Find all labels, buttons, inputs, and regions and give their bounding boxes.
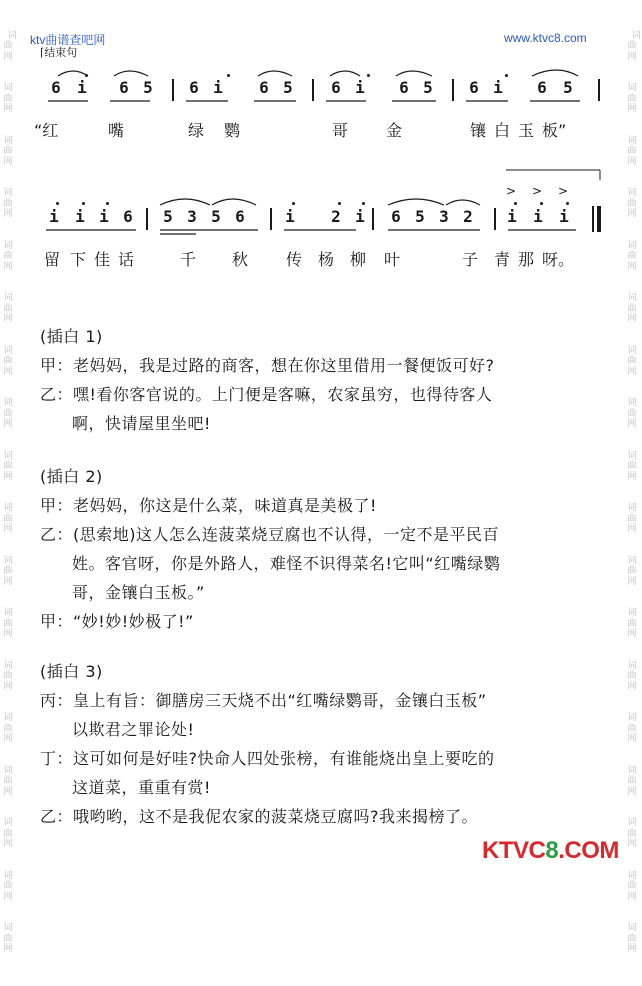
lyric-syllable: 柳 <box>350 250 367 269</box>
dialogue-line: 丙：皇上有旨：御膳房三天烧不出“红嘴绿鹦哥，金镶白玉板” <box>40 691 487 710</box>
lyric-syllable: 佳 <box>94 250 111 269</box>
note: 6 <box>51 78 61 97</box>
barline <box>172 79 174 101</box>
octave-dot <box>227 74 230 77</box>
note: 3 <box>439 207 449 226</box>
side-watermark-text: 词 曲 网 词 曲 网 词 曲 网 词 曲 网 词 曲 网 词 曲 网 词 曲 网 词 曲 网 词 曲 网 词 曲 网 词 曲 网 词 曲 网 词 曲 网 词 曲 网 词 曲 网 词 曲 网 词 曲 网 词 曲 网 <box>627 30 641 954</box>
dialogue-line: 这道菜，重重有赏! <box>72 778 211 797</box>
dialogue-line: 姓。客官呀，你是外路人，难怪不识得菜名!它叫“红嘴绿鹦 <box>72 554 501 573</box>
dialogue-line: 以欺君之罪论处! <box>72 720 195 739</box>
octave-dot <box>82 202 85 205</box>
lyric-syllable: 嘴 <box>108 121 125 140</box>
note: 6 <box>331 78 341 97</box>
lyric-syllable: 青 <box>494 250 511 269</box>
note: 6 <box>259 78 269 97</box>
final-barline <box>592 206 594 232</box>
barline <box>372 208 374 230</box>
note: 6 <box>123 207 133 226</box>
octave-dot <box>56 202 59 205</box>
octave-dot <box>85 74 88 77</box>
watermark-top-right: www.ktvc8.com <box>504 31 587 45</box>
slur <box>446 200 480 205</box>
side-watermark-text: 词 曲 网 词 曲 网 词 曲 网 词 曲 网 词 曲 网 词 曲 网 词 曲 网 词 曲 网 词 曲 网 词 曲 网 词 曲 网 词 曲 网 词 曲 网 词 曲 网 词 曲 网 词 曲 网 词 曲 网 词 曲 网 <box>3 30 17 954</box>
lyric-syllable: 那 <box>518 250 535 269</box>
section-bracket: ⌈ <box>40 46 45 59</box>
lyric-syllable: 留 <box>44 250 61 269</box>
note: i <box>49 207 59 226</box>
note: i <box>285 207 295 226</box>
scene-title: (插白 1) <box>40 327 103 346</box>
octave-dot <box>505 74 508 77</box>
note: 5 <box>211 207 221 226</box>
octave-dot <box>338 202 341 205</box>
note: 5 <box>415 207 425 226</box>
slur <box>114 71 148 76</box>
dialogue-line: 乙：(思索地)这人怎么连菠菜烧豆腐也不认得，一定不是平民百 <box>40 525 499 544</box>
barline <box>494 208 496 230</box>
note: 5 <box>423 78 433 97</box>
final-barline-thick <box>597 206 601 232</box>
note: 2 <box>463 207 473 226</box>
note: i <box>355 207 365 226</box>
dialogue-line: 哥，金镶白玉板。” <box>72 583 205 602</box>
dialogue-line: 啊，快请屋里坐吧! <box>72 414 211 433</box>
scene-2 <box>40 462 500 636</box>
lyric-syllable: “红 <box>34 121 59 140</box>
dialogue-line: 甲：老妈妈，你这是什么菜，味道真是美极了! <box>40 496 377 515</box>
barline <box>452 79 454 101</box>
lyric-syllable: 话 <box>118 250 135 269</box>
scene-3 <box>40 657 495 831</box>
note: 6 <box>391 207 401 226</box>
barline <box>270 208 272 230</box>
note: 5 <box>163 207 173 226</box>
lyric-syllable: 秋 <box>232 250 249 269</box>
barline <box>312 79 314 101</box>
lyric-syllable: 传 <box>286 250 303 269</box>
section-label-text: 结束句 <box>44 46 78 59</box>
octave-dot <box>362 202 365 205</box>
note: i <box>493 78 503 97</box>
octave-dot <box>106 202 109 205</box>
note: i <box>75 207 85 226</box>
note: i <box>533 207 543 226</box>
octave-dot <box>540 202 543 205</box>
lyric-syllable: 呀。 <box>542 250 575 269</box>
barline <box>146 208 148 230</box>
note: 5 <box>143 78 153 97</box>
lyric-syllable: 鹦 <box>224 121 241 140</box>
lyric-syllable: 杨 <box>318 250 335 269</box>
lyric-syllable: 下 <box>70 250 87 269</box>
accent-mark: > <box>558 184 569 198</box>
lyric-syllable: 叶 <box>384 250 401 269</box>
slur <box>532 70 578 76</box>
lyric-syllable: 金 <box>386 121 403 140</box>
accent-mark: > <box>506 184 517 198</box>
slur <box>258 71 292 76</box>
note: 3 <box>187 207 197 226</box>
octave-dot <box>367 74 370 77</box>
dialogue-line: 甲：老妈妈，我是过路的商客，想在你这里借用一餐便饭可好? <box>40 356 495 375</box>
watermark-top-left: ktv曲谱查吧网 <box>30 33 106 47</box>
lyric-syllable: 镶 <box>470 121 487 140</box>
octave-dot <box>514 202 517 205</box>
lyric-syllable: 板” <box>542 121 567 140</box>
note: 5 <box>563 78 573 97</box>
accent-mark: > <box>532 184 543 198</box>
dialogue-line: 丁：这可如何是好哇?快命人四处张榜，有谁能烧出皇上要吃的 <box>40 749 495 768</box>
note: 6 <box>119 78 129 97</box>
note: i <box>507 207 517 226</box>
note: i <box>77 78 87 97</box>
lyric-syllable: 子 <box>462 250 479 269</box>
slur <box>212 199 256 205</box>
slur <box>160 199 210 205</box>
note: 6 <box>235 207 245 226</box>
lyric-syllable: 绿 <box>188 121 205 140</box>
dialogue-line: 乙：嘿!看你客官说的。上门便是客嘛，农家虽穷，也得待客人 <box>40 385 493 404</box>
scene-title: (插白 3) <box>40 662 103 681</box>
lyric-syllable: 哥 <box>332 121 349 140</box>
scene-title: (插白 2) <box>40 467 103 486</box>
barline <box>598 79 600 101</box>
site-logo <box>482 837 619 865</box>
scene-1 <box>40 322 495 438</box>
note: i <box>355 78 365 97</box>
logo-text-ktvc: KTVC <box>482 837 546 864</box>
lyric-syllable: 玉 <box>518 121 535 140</box>
octave-dot <box>566 202 569 205</box>
lyric-syllable: 千 <box>180 250 197 269</box>
dialogue-line: 乙：哦哟哟，这不是我伲农家的菠菜烧豆腐吗?我来揭榜了。 <box>40 807 478 826</box>
note: 6 <box>537 78 547 97</box>
note: 5 <box>283 78 293 97</box>
note: 6 <box>469 78 479 97</box>
lyric-syllable: 白 <box>494 121 511 140</box>
note: 2 <box>331 207 341 226</box>
note: 6 <box>399 78 409 97</box>
slur <box>388 199 444 205</box>
note: i <box>99 207 109 226</box>
slur <box>330 71 360 76</box>
slur <box>396 71 432 76</box>
octave-dot <box>292 202 295 205</box>
logo-text-8: 8 <box>545 837 559 864</box>
note: 6 <box>189 78 199 97</box>
slur <box>58 71 88 76</box>
dialogue-line: 甲：“妙!妙!妙极了!” <box>40 612 194 631</box>
note: i <box>559 207 569 226</box>
logo-text-com: .COM <box>558 837 619 864</box>
note: i <box>213 78 223 97</box>
